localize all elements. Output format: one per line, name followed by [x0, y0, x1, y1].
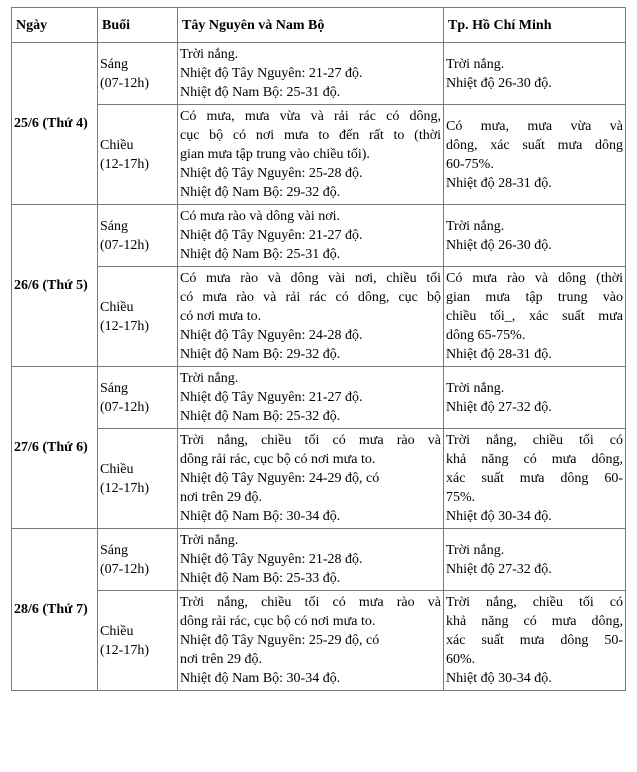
session-cell: [98, 267, 178, 367]
cell-line: 75%.: [446, 490, 476, 505]
cell-line: dông, xác suất mưa dông: [446, 137, 623, 153]
day-cell: 25/6 (Thứ 4): [12, 43, 98, 205]
region-forecast-cell: [178, 105, 444, 205]
session-line: Chiều: [100, 137, 134, 153]
cell-line: Nhiệt độ Nam Bộ: 25-33 độ.: [180, 571, 341, 586]
cell-line: Trời nắng.: [180, 47, 239, 62]
hcm-forecast-cell: [444, 105, 626, 205]
cell-line: Nhiệt độ 27-32 độ.: [446, 399, 552, 415]
cell-line: Nhiệt độ 30-34 độ.: [446, 671, 552, 686]
session-line: Sáng: [100, 542, 128, 558]
region-forecast-cell: [178, 591, 444, 691]
cell-line: Có mưa, mưa vừa và rải rác có dông,: [180, 109, 441, 124]
cell-line: Nhiệt độ 28-31 độ.: [446, 175, 552, 191]
session-cell: [98, 529, 178, 591]
cell-line: Trời nắng.: [446, 380, 505, 396]
cell-line: Nhiệt độ Tây Nguyên: 21-27 độ.: [180, 228, 363, 243]
header-row: [12, 8, 626, 43]
forecast-row: [12, 43, 626, 105]
forecast-row: [12, 529, 626, 591]
cell-line: Trời nắng.: [446, 542, 505, 558]
cell-line: Trời nắng.: [446, 56, 505, 72]
cell-line: Nhiệt độ Nam Bộ: 29-32 độ.: [180, 347, 341, 362]
session-line: Chiều: [100, 299, 134, 315]
cell-line: Nhiệt độ Tây Nguyên: 24-28 độ.: [180, 328, 363, 343]
cell-line: xác suất mưa dông 50-: [446, 633, 623, 648]
session-line: Sáng: [100, 218, 128, 234]
day-cell: 27/6 (Thứ 6): [12, 367, 98, 529]
header-region: Tây Nguyên và Nam Bộ: [178, 8, 444, 43]
header-hcm: Tp. Hồ Chí Minh: [444, 8, 626, 43]
cell-line: Nhiệt độ Nam Bộ: 25-31 độ.: [180, 85, 341, 100]
header-session: Buổi: [98, 8, 178, 43]
cell-line: chiều tối_, xác suất mưa: [446, 309, 623, 324]
cell-line: Nhiệt độ 26-30 độ.: [446, 237, 552, 253]
cell-line: Có mưa, mưa vừa và: [446, 118, 623, 134]
cell-line: Nhiệt độ Tây Nguyên: 21-28 độ.: [180, 552, 363, 567]
cell-line: Nhiệt độ Tây Nguyên: 21-27 độ.: [180, 390, 363, 405]
session-cell: [98, 43, 178, 105]
cell-line: Trời nắng, chiều tối có: [446, 433, 623, 448]
hcm-forecast-cell: [444, 205, 626, 267]
hcm-forecast-cell: [444, 429, 626, 529]
cell-line: Nhiệt độ 28-31 độ.: [446, 347, 552, 362]
cell-line: Trời nắng.: [180, 371, 239, 386]
cell-line: Trời nắng, chiều tối có mưa rào và: [180, 595, 441, 610]
hcm-forecast-cell: [444, 367, 626, 429]
cell-line: dông rải rác, cục bộ có nơi mưa to.: [180, 452, 376, 467]
session-cell: [98, 429, 178, 529]
session-line: (12-17h): [100, 480, 149, 496]
session-line: (07-12h): [100, 561, 149, 577]
forecast-row: [12, 429, 626, 529]
session-line: (12-17h): [100, 156, 149, 172]
hcm-forecast-cell: [444, 267, 626, 367]
hcm-forecast-cell: [444, 529, 626, 591]
session-line: Chiều: [100, 623, 134, 639]
day-cell: 26/6 (Thứ 5): [12, 205, 98, 367]
forecast-row: [12, 205, 626, 267]
session-line: (12-17h): [100, 318, 149, 334]
session-line: (07-12h): [100, 75, 149, 91]
forecast-body: [12, 43, 626, 691]
region-forecast-cell: [178, 267, 444, 367]
cell-line: nơi trên 29 độ.: [180, 652, 263, 667]
header-day: Ngày: [12, 8, 98, 43]
weather-forecast-table: [11, 7, 626, 691]
cell-line: 60-75%.: [446, 156, 494, 172]
cell-line: Nhiệt độ Tây Nguyên: 25-29 độ, có: [180, 633, 380, 648]
cell-line: Có mưa rào và dông vài nơi, chiều tối: [180, 271, 441, 286]
session-line: (12-17h): [100, 642, 149, 658]
region-forecast-cell: [178, 367, 444, 429]
session-line: Chiều: [100, 461, 134, 477]
cell-line: dông 65-75%.: [446, 328, 526, 343]
cell-line: khả năng có mưa dông,: [446, 452, 623, 467]
cell-line: Có mưa rào và dông vài nơi.: [180, 209, 341, 224]
cell-line: Nhiệt độ 30-34 độ.: [446, 509, 552, 524]
cell-line: Nhiệt độ Tây Nguyên: 21-27 độ.: [180, 66, 363, 81]
day-cell: 28/6 (Thứ 7): [12, 529, 98, 691]
cell-line: có mưa rào và rải rác có dông, cục bộ: [180, 290, 441, 305]
session-cell: [98, 367, 178, 429]
cell-line: Nhiệt độ Nam Bộ: 30-34 độ.: [180, 671, 341, 686]
session-line: Sáng: [100, 380, 128, 396]
cell-line: Có mưa rào và dông (thời: [446, 271, 623, 286]
region-forecast-cell: [178, 429, 444, 529]
session-line: (07-12h): [100, 399, 149, 415]
cell-line: xác suất mưa dông 60-: [446, 471, 623, 486]
session-cell: [98, 205, 178, 267]
cell-line: Nhiệt độ Tây Nguyên: 24-29 độ, có: [180, 471, 380, 486]
region-forecast-cell: [178, 43, 444, 105]
region-forecast-cell: [178, 205, 444, 267]
cell-line: có nơi mưa to.: [180, 309, 262, 324]
cell-line: Nhiệt độ Nam Bộ: 29-32 độ.: [180, 185, 341, 200]
cell-line: Trời nắng.: [446, 218, 505, 234]
session-line: Sáng: [100, 56, 128, 72]
cell-line: Trời nắng, chiều tối có mưa rào và: [180, 433, 441, 448]
cell-line: Nhiệt độ 26-30 độ.: [446, 75, 552, 91]
cell-line: Nhiệt độ Nam Bộ: 25-31 độ.: [180, 247, 341, 262]
cell-line: cục bộ có nơi mưa to đến rất to (thời: [180, 128, 441, 143]
cell-line: dông rải rác, cục bộ có nơi mưa to.: [180, 614, 376, 629]
session-line: (07-12h): [100, 237, 149, 253]
cell-line: Nhiệt độ Nam Bộ: 25-32 độ.: [180, 409, 341, 424]
cell-line: Trời nắng.: [180, 533, 239, 548]
forecast-row: [12, 367, 626, 429]
cell-line: 60%.: [446, 652, 476, 667]
forecast-row: [12, 591, 626, 691]
session-cell: [98, 105, 178, 205]
session-cell: [98, 591, 178, 691]
cell-line: nơi trên 29 độ.: [180, 490, 263, 505]
region-forecast-cell: [178, 529, 444, 591]
forecast-row: [12, 267, 626, 367]
cell-line: Nhiệt độ Nam Bộ: 30-34 độ.: [180, 509, 341, 524]
hcm-forecast-cell: [444, 43, 626, 105]
cell-line: Trời nắng, chiều tối có: [446, 595, 623, 610]
cell-line: khả năng có mưa dông,: [446, 614, 623, 629]
cell-line: Nhiệt độ 27-32 độ.: [446, 561, 552, 577]
cell-line: gian mưa tập trung vào: [446, 290, 623, 305]
cell-line: Nhiệt độ Tây Nguyên: 25-28 độ.: [180, 166, 363, 181]
forecast-row: [12, 105, 626, 205]
hcm-forecast-cell: [444, 591, 626, 691]
cell-line: gian mưa tập trung vào chiều tối).: [180, 147, 370, 162]
